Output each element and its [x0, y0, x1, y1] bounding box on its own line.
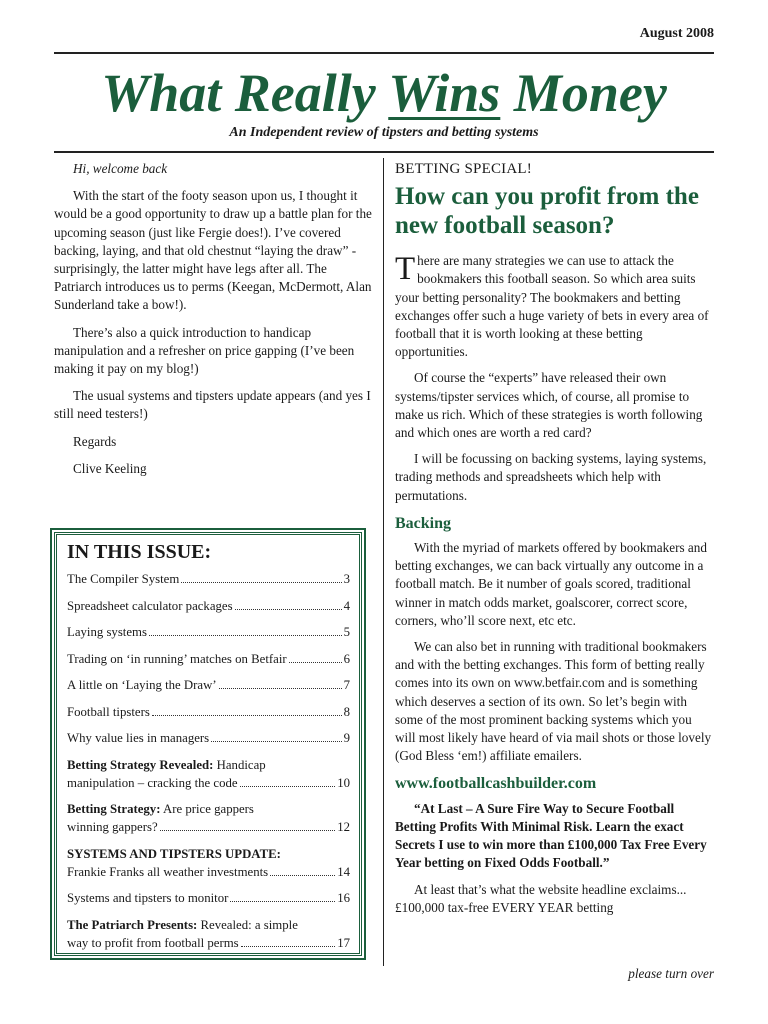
toc-label: winning gappers? [67, 820, 158, 834]
toc-bold-label: Betting Strategy: [67, 802, 161, 816]
toc-page: 17 [337, 935, 350, 950]
title-emphasis: Wins [388, 63, 501, 123]
toc-item[interactable] [67, 703, 350, 721]
toc-label: The Compiler System [67, 572, 180, 586]
article-paragraph: With the myriad of markets offered by bookmakers and betting exchanges, we can back virtually any outcome in a football match. Be it number of goals scored, traditional winner in match odds market, goalscorer, correct score, corners, who’ll score next, etc etc. [395, 540, 707, 628]
toc-page: 3 [343, 572, 350, 586]
toc-label: Handicap [213, 757, 266, 772]
article-kicker: BETTING SPECIAL! [395, 161, 532, 177]
toc-label: Laying systems [67, 625, 147, 639]
website-heading-link[interactable]: www.footballcashbuilder.com [395, 775, 597, 793]
toc-label: Trading on ‘in running’ matches on Betfair [67, 651, 287, 666]
in-this-issue-box [54, 532, 362, 956]
toc-label: Are price gappers [160, 802, 254, 816]
toc-item-monitor[interactable] [67, 889, 350, 907]
toc-label: Why value lies in managers [67, 731, 210, 745]
toc-label: Frankie Franks all weather investments [67, 864, 269, 879]
website-quote: “At Last – A Sure Fire Way to Secure Football Betting Profits With Minimal Risk. Learn the exact Secrets I use to win more than £100,000 Tax Free Every Year betting on Fixed Odds Football.” [395, 800, 707, 871]
masthead-title [54, 58, 714, 128]
article-paragraph: Of course the “experts” have released their own systems/tipster services which, of course, all promise to make us rich. Which of these strategies is worth following and which ones are worth a red card? [395, 370, 703, 441]
article-headline: How can you profit from the new football season? [395, 183, 699, 240]
signature: Clive Keeling [73, 460, 147, 476]
regards: Regards [73, 433, 117, 449]
toc-page: 14 [337, 864, 350, 879]
toc-label: Football tipsters [67, 704, 150, 719]
title-part-2: Money [500, 63, 667, 123]
toc-label: Spreadsheet calculator packages [67, 598, 233, 613]
toc-page: 12 [337, 820, 350, 834]
drop-cap: T [395, 251, 416, 288]
toc-label: Revealed: a simple [197, 917, 298, 932]
section-heading-backing: Backing [395, 514, 452, 532]
article-paragraph: I will be focussing on backing systems, laying systems, trading methods and spreadsheets which help with permutations. [395, 451, 707, 503]
toc-page: 9 [343, 731, 350, 745]
toc-label: Systems and tipsters to monitor [67, 891, 229, 905]
main-article [395, 160, 715, 925]
top-rule [54, 52, 714, 54]
article-paragraph: We can also bet in running with traditional bookmakers and with the betting exchanges. This form of betting really comes into its own on www.betfair.com and is something which deserves a section of its own. So let’s begin with some of the most prominent backing systems which you will most likely have heard of via mail shots or those lovely (God Bless ‘em!) affiliate emailers. [395, 639, 712, 764]
column-divider [383, 158, 384, 966]
toc-bold-label: The Patriarch Presents: [67, 917, 198, 932]
toc-item[interactable] [67, 597, 350, 615]
turn-over-note: please turn over [628, 966, 714, 981]
intro-paragraph: With the start of the footy season upon us, I thought it would be a good opportunity to draw up a battle plan for the upcoming season (just like Fergie does!). I’ve covered backing, laying, and that old chestnut “laying the draw” - surprisingly, the latter might have legs after all. The Patriarch introduces us to perms (Keegan, McDermott, Alan Sunderland take a bow!). [54, 188, 372, 313]
article-paragraph: At least that’s what the website headline exclaims... £100,000 tax-free EVERY YEAR betting [395, 881, 687, 915]
toc-page: 6 [343, 651, 350, 666]
toc-item[interactable] [67, 676, 350, 694]
subtitle-rule [54, 151, 714, 153]
masthead-subtitle: An Independent review of tipsters and betting systems [229, 125, 539, 140]
toc-bold-label: SYSTEMS AND TIPSTERS UPDATE: [67, 846, 281, 861]
toc-item[interactable] [67, 570, 350, 588]
toc-label: manipulation – cracking the code [67, 775, 238, 790]
toc-item-strategy-revealed[interactable] [67, 756, 350, 792]
intro-paragraph: The usual systems and tipsters update appears (and yes I still need testers!) [54, 388, 371, 422]
toc-page: 4 [343, 598, 350, 613]
greeting: Hi, welcome back [73, 161, 168, 176]
intro-paragraph: There’s also a quick introduction to handicap manipulation and a refresher on price gapping (I’ve been making it pay on my blog!) [54, 324, 355, 377]
article-paragraph [395, 252, 715, 361]
toc-page: 7 [343, 678, 350, 692]
toc-page: 5 [343, 625, 350, 639]
toc-label: A little on ‘Laying the Draw’ [67, 678, 217, 692]
article-paragraph-text: here are many strategies we can use to attack the bookmakers this football season. So which area suits your betting personality? The bookmakers and betting exchanges offer such a huge variety of bets in every area of football that it is worth looking at these betting opportunities. [395, 253, 709, 360]
toc-item[interactable] [67, 623, 350, 641]
toc-page: 8 [343, 704, 350, 719]
toc-bold-label: Betting Strategy Revealed: [67, 757, 214, 772]
toc-item-systems-update[interactable] [67, 845, 350, 881]
toc-item[interactable] [67, 650, 350, 668]
toc-item-patriarch[interactable] [67, 916, 350, 952]
issue-date: August 2008 [639, 26, 714, 41]
editor-letter [54, 160, 372, 487]
toc-label: way to profit from football perms [67, 935, 239, 950]
title-part-1: What Really [101, 63, 389, 123]
toc-page: 10 [337, 775, 350, 790]
toc-title: IN THIS ISSUE: [67, 541, 212, 563]
toc-page: 16 [337, 891, 350, 905]
toc-item[interactable] [67, 729, 350, 747]
toc-item-price-gappers[interactable] [67, 800, 350, 836]
